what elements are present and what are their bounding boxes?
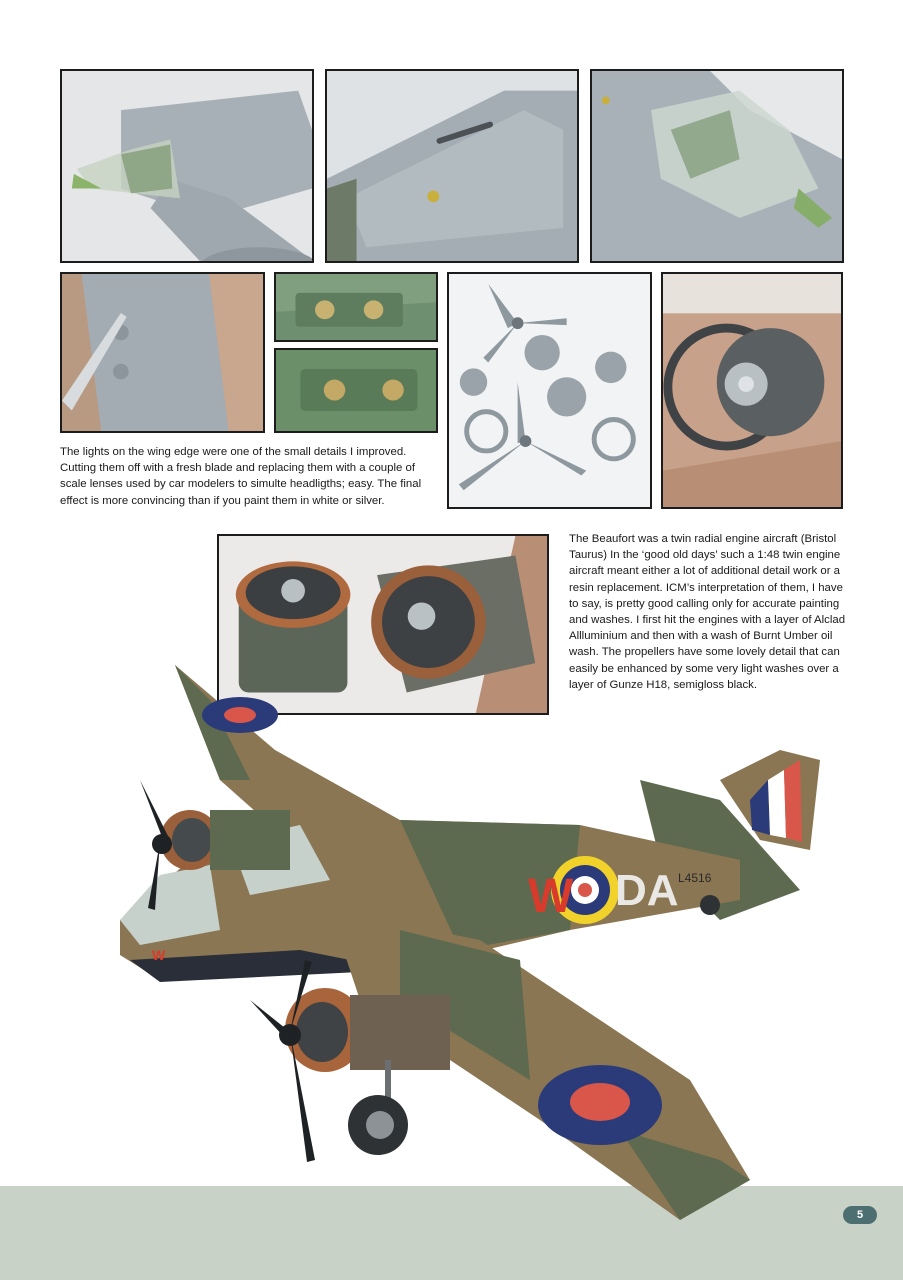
photo-nacelle-top	[325, 69, 579, 263]
caption-engines: The Beaufort was a twin radial engine aircraft (Bristol Taurus) In the ‘good old days’ such a 1:48 twin engine aircraft meant either a lot of additional detail work or a resin replacement. ICM’s interpretation of them, I have to say, is pretty good calling only for accurate painting and washes. I first hit the engines with a layer of Alclad Allluminium and then with a wash of Burnt Umber oil wash. The propellers have some lovely detail that can easily be enhanced by some very light washes over a layer of Gunze H18, semigloss black.	[569, 533, 846, 691]
photo-canopy-nose	[590, 69, 844, 263]
photo-lens-detail-top	[274, 272, 438, 342]
page-number: 5	[843, 1206, 877, 1224]
caption-wing-lights: The lights on the wing edge were one of the small details I improved. Cutting them off with a fresh blade and replacing them with a couple of scale lenses used by car modelers to simulte headligths; easy. The final effect is more convincing than if you paint them in white or silver.	[60, 446, 422, 507]
photo-engine-in-hand	[661, 272, 843, 509]
photo-cutting-light	[60, 272, 265, 433]
code-letter-left: W	[528, 870, 574, 923]
photo-beaufort-model	[100, 660, 860, 1280]
code-letters-right: DA	[615, 866, 679, 915]
photo-cockpit-fuselage-left	[60, 69, 314, 263]
serial-number: L4516	[678, 871, 712, 885]
nose-letter: W	[152, 947, 166, 963]
photo-lens-detail-bottom	[274, 348, 438, 433]
photo-propellers-engines	[447, 272, 652, 509]
